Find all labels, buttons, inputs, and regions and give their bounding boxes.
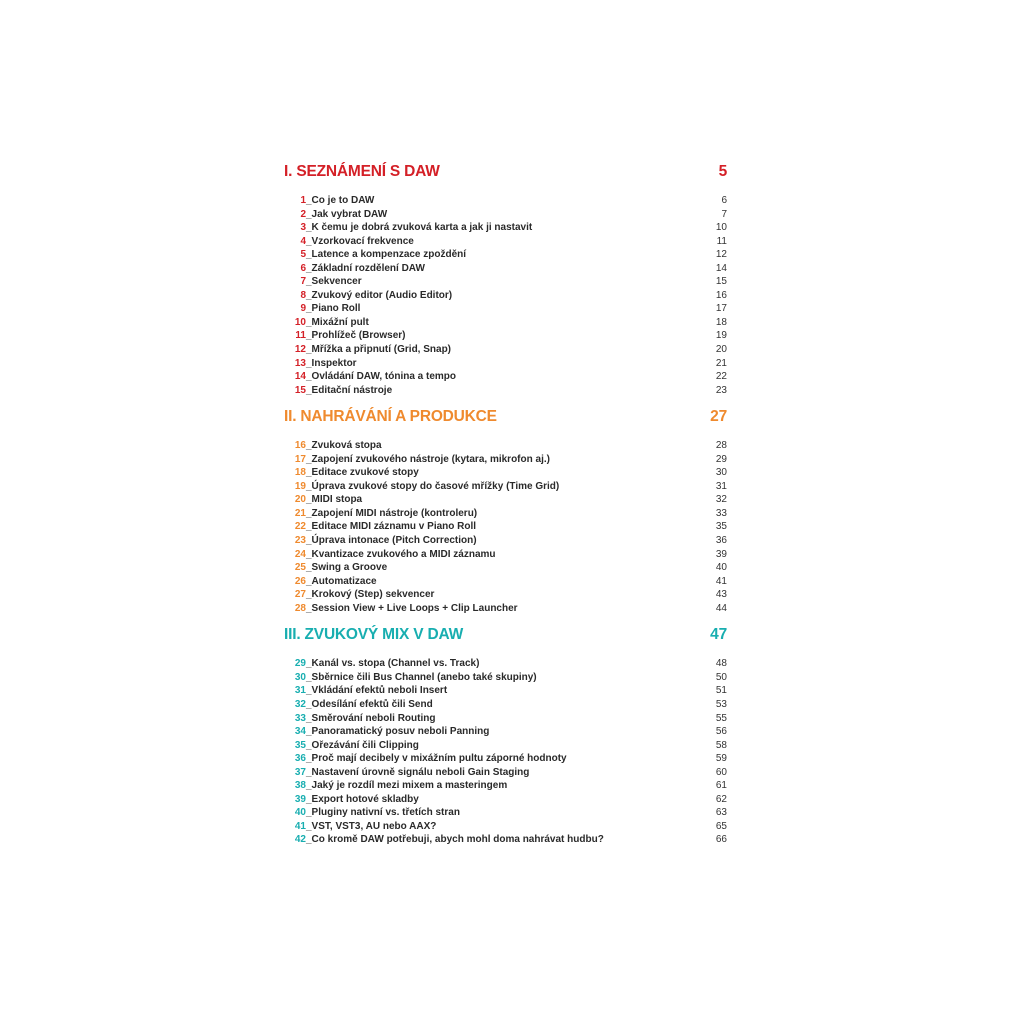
toc-entry (284, 208, 727, 222)
toc-entry-title: _Editace zvukové stopy (306, 467, 419, 479)
toc-entry-title: _Mixážní pult (306, 316, 369, 328)
toc-entry-page: 10 (715, 222, 727, 234)
toc-entry-title: _Úprava intonace (Pitch Correction) (306, 535, 477, 547)
toc-entry-number: 18 (294, 467, 306, 479)
toc-entry-page: 66 (715, 834, 727, 846)
toc-entry (284, 588, 727, 602)
toc-entry-page: 48 (715, 658, 727, 670)
toc-entry-label (284, 194, 374, 208)
toc-entry (284, 766, 727, 780)
toc-entry-label (284, 520, 476, 534)
toc-entry-label (284, 466, 419, 480)
section-entries (284, 657, 727, 847)
toc-entry-label (284, 275, 362, 289)
toc-entry-title: _Krokový (Step) sekvencer (306, 589, 435, 601)
toc-entry (284, 507, 727, 521)
toc-entry-label (284, 671, 537, 685)
toc-entry-title: _Základní rozdělení DAW (306, 262, 425, 274)
toc-entry (284, 534, 727, 548)
toc-entry-number: 31 (294, 685, 306, 697)
toc-section (284, 623, 727, 847)
toc-entry-label (284, 739, 419, 753)
toc-entry-number: 27 (294, 589, 306, 601)
toc-entry-page: 29 (715, 453, 727, 465)
toc-entry (284, 657, 727, 671)
toc-entry-page: 11 (716, 235, 727, 247)
toc-entry-number: 2 (300, 208, 306, 220)
toc-entry (284, 357, 727, 371)
toc-entry-number: 20 (294, 494, 306, 506)
toc-entry-title: _Odesílání efektů čili Send (306, 698, 433, 710)
toc-entry-number: 9 (300, 303, 306, 315)
toc-entry-page: 43 (715, 589, 727, 601)
toc-entry-title: _Nastavení úrovně signálu neboli Gain Staging (306, 766, 530, 778)
toc-entry-label (284, 602, 518, 616)
toc-entry-number: 39 (294, 793, 306, 805)
toc-entry-label (284, 833, 604, 847)
toc-entry-page: 16 (715, 289, 727, 301)
toc-entry-page: 20 (715, 344, 727, 356)
section-page-number: 5 (718, 163, 727, 180)
toc-entry (284, 548, 727, 562)
toc-entry-title: _Editační nástroje (306, 384, 393, 396)
section-heading (284, 160, 727, 184)
toc-entry-title: _Úprava zvukové stopy do časové mřížky (Time Grid) (306, 480, 560, 492)
toc-entry-number: 17 (294, 453, 306, 465)
toc-entry (284, 793, 727, 807)
toc-entry-label (284, 588, 434, 602)
toc-entry-page: 63 (715, 807, 727, 819)
toc-entry-page: 14 (715, 262, 727, 274)
toc-section (284, 160, 727, 397)
toc-entry-title: _Panoramatický posuv neboli Panning (306, 726, 490, 738)
toc-entry-number: 22 (294, 521, 306, 533)
toc-entry-title: _Swing a Groove (306, 562, 388, 574)
section-title: II. NAHRÁVÁNÍ A PRODUKCE (284, 408, 497, 426)
toc-entry-page: 23 (715, 384, 727, 396)
section-heading (284, 405, 727, 429)
toc-entry (284, 384, 727, 398)
toc-entry-title: _Zapojení MIDI nástroje (kontroleru) (306, 507, 478, 519)
section-page-number: 27 (710, 408, 727, 426)
toc-entry-page: 22 (715, 371, 727, 383)
toc-entry-page: 51 (715, 685, 727, 697)
toc-entry-title: _Co je to DAW (306, 195, 375, 206)
toc-entry-number: 16 (294, 440, 306, 452)
toc-entry (284, 561, 727, 575)
toc-entry-label (284, 779, 507, 793)
toc-entry-number: 14 (294, 371, 306, 383)
toc-entry (284, 602, 727, 616)
toc-entry-title: _Vzorkovací frekvence (306, 235, 414, 247)
section-title: III. ZVUKOVÝ MIX V DAW (284, 626, 464, 644)
toc-entry-number: 6 (300, 262, 306, 274)
toc-entry (284, 493, 727, 507)
toc-entry-page: 60 (715, 766, 727, 778)
toc-entry-title: _Jak vybrat DAW (306, 208, 388, 220)
toc-entry (284, 480, 727, 494)
toc-entry-number: 12 (294, 344, 306, 356)
toc-entry-page: 6 (721, 195, 727, 206)
toc-entry-title: _Ovládání DAW, tónina a tempo (306, 371, 457, 383)
toc-entry (284, 453, 727, 467)
toc-entry-number: 13 (294, 357, 306, 369)
toc-entry-label (284, 289, 452, 303)
toc-entry-label (284, 493, 362, 507)
toc-entry-number: 29 (294, 658, 306, 670)
section-entries (284, 439, 727, 615)
toc-entry (284, 739, 727, 753)
toc-entry-page: 7 (721, 208, 727, 220)
toc-entry-page: 41 (715, 575, 727, 587)
toc-entry-page: 44 (715, 602, 727, 614)
toc-entry-number: 8 (300, 289, 306, 301)
toc-entry (284, 302, 727, 316)
toc-entry-title: _Zvuková stopa (306, 440, 382, 452)
toc-entry-label (284, 712, 435, 726)
toc-entry-label (284, 575, 377, 589)
toc-entry-page: 61 (715, 780, 727, 792)
toc-entry-title: _Latence a kompenzace zpoždění (306, 249, 467, 261)
toc-entry-title: _Co kromě DAW potřebuji, abych mohl doma nahrávat hudbu? (306, 834, 604, 846)
toc-entry-label (284, 316, 369, 330)
toc-entry-number: 36 (294, 753, 306, 765)
toc-entry-label (284, 302, 360, 316)
toc-entry-page: 40 (715, 562, 727, 574)
toc-entry (284, 262, 727, 276)
toc-entry-page: 15 (715, 276, 727, 288)
toc-entry-page: 56 (715, 726, 727, 738)
toc-entry-number: 34 (294, 726, 306, 738)
toc-entry-page: 55 (715, 712, 727, 724)
toc-entry-label (284, 384, 392, 398)
toc-entry-number: 40 (294, 807, 306, 819)
toc-entry (284, 275, 727, 289)
toc-entry-number: 33 (294, 712, 306, 724)
section-entries (284, 194, 727, 397)
toc-entry-page: 62 (715, 793, 727, 805)
toc-entry-page: 59 (715, 753, 727, 765)
toc-entry (284, 316, 727, 330)
toc-entry-label (284, 248, 466, 262)
toc-entry (284, 752, 727, 766)
toc-entry-title: _MIDI stopa (306, 494, 363, 506)
toc-entry (284, 248, 727, 262)
toc-entry-label (284, 752, 567, 766)
section-title: I. SEZNÁMENÍ S DAW (284, 163, 440, 180)
toc-entry-title: _Pluginy nativní vs. třetích stran (306, 807, 460, 819)
toc-entry (284, 833, 727, 847)
toc-entry-label (284, 698, 433, 712)
toc-entry-number: 26 (294, 575, 306, 587)
toc-entry-label (284, 343, 451, 357)
toc-entry-page: 65 (715, 820, 727, 832)
toc-entry-label (284, 806, 460, 820)
toc-entry (284, 520, 727, 534)
toc-entry (284, 289, 727, 303)
toc-entry (284, 725, 727, 739)
toc-entry-label (284, 766, 529, 780)
toc-entry (284, 684, 727, 698)
toc-entry-title: _Zvukový editor (Audio Editor) (306, 289, 453, 301)
toc-entry-number: 19 (294, 480, 306, 492)
toc-entry-page: 19 (715, 330, 727, 342)
toc-entry-number: 37 (294, 766, 306, 778)
toc-entry-label (284, 453, 550, 467)
toc-entry-page: 30 (715, 467, 727, 479)
toc-entry (284, 820, 727, 834)
toc-entry-title: _Piano Roll (306, 303, 361, 315)
toc-entry-title: _Prohlížeč (Browser) (306, 330, 406, 342)
toc-entry-title: _Session View + Live Loops + Clip Launcher (306, 602, 518, 614)
toc-entry-number: 32 (294, 698, 306, 710)
table-of-contents (284, 160, 727, 855)
toc-entry-number: 5 (300, 249, 306, 261)
toc-entry-label (284, 507, 477, 521)
toc-entry-title: _Inspektor (306, 357, 357, 369)
toc-entry-label (284, 820, 436, 834)
toc-entry-number: 38 (294, 780, 306, 792)
toc-entry-number: 3 (300, 222, 306, 234)
toc-entry (284, 575, 727, 589)
toc-entry-label (284, 793, 419, 807)
toc-entry-label (284, 357, 357, 371)
toc-entry-page: 35 (715, 521, 727, 533)
toc-entry-label (284, 684, 447, 698)
toc-entry (284, 466, 727, 480)
toc-entry-number: 24 (294, 548, 306, 560)
toc-entry (284, 343, 727, 357)
toc-entry-label (284, 370, 456, 384)
toc-entry-label (284, 235, 414, 249)
toc-entry-page: 39 (715, 548, 727, 560)
toc-entry-title: _Vkládání efektů neboli Insert (306, 685, 448, 697)
toc-entry-label (284, 262, 425, 276)
toc-entry-number: 28 (294, 602, 306, 614)
toc-entry-page: 18 (715, 316, 727, 328)
toc-entry-number: 25 (294, 562, 306, 574)
toc-entry-number: 11 (295, 330, 306, 342)
toc-entry-page: 31 (715, 480, 727, 492)
toc-entry-number: 10 (294, 316, 306, 328)
toc-entry (284, 370, 727, 384)
toc-entry-number: 30 (294, 671, 306, 683)
toc-entry (284, 779, 727, 793)
toc-entry (284, 329, 727, 343)
section-heading (284, 623, 727, 647)
toc-entry-title: _Export hotové skladby (306, 793, 419, 805)
toc-entry-label (284, 534, 477, 548)
toc-entry-title: _Zapojení zvukového nástroje (kytara, mikrofon aj.) (306, 453, 550, 465)
toc-entry-title: _Ořezávání čili Clipping (306, 739, 419, 751)
toc-entry-page: 28 (715, 440, 727, 452)
toc-entry-page: 32 (715, 494, 727, 506)
toc-entry-number: 1 (300, 195, 306, 206)
toc-entry (284, 221, 727, 235)
toc-entry (284, 671, 727, 685)
toc-entry-title: _Automatizace (306, 575, 377, 587)
toc-entry-title: _Mřížka a připnutí (Grid, Snap) (306, 344, 452, 356)
toc-entry-page: 58 (715, 739, 727, 751)
toc-entry-title: _Jaký je rozdíl mezi mixem a masteringem (306, 780, 508, 792)
toc-entry-title: _Kvantizace zvukového a MIDI záznamu (306, 548, 496, 560)
toc-entry-page: 17 (715, 303, 727, 315)
toc-entry (284, 698, 727, 712)
toc-entry-page: 53 (715, 698, 727, 710)
toc-entry-number: 7 (300, 276, 306, 288)
toc-entry-label (284, 725, 489, 739)
toc-entry (284, 806, 727, 820)
toc-entry-title: _Směrování neboli Routing (306, 712, 436, 724)
toc-entry-label (284, 548, 496, 562)
toc-entry (284, 439, 727, 453)
toc-entry-title: _Sekvencer (306, 276, 362, 288)
toc-section (284, 405, 727, 615)
toc-entry-page: 33 (715, 507, 727, 519)
toc-entry-label (284, 329, 405, 343)
toc-entry-label (284, 208, 387, 222)
toc-entry-title: _Sběrnice čili Bus Channel (anebo také skupiny) (306, 671, 537, 683)
toc-entry (284, 235, 727, 249)
toc-entry-label (284, 561, 387, 575)
toc-entry-label (284, 480, 559, 494)
toc-entry-number: 35 (294, 739, 306, 751)
toc-entry (284, 712, 727, 726)
toc-entry-title: _VST, VST3, AU nebo AAX? (306, 820, 437, 832)
toc-entry (284, 194, 727, 208)
toc-entry-label (284, 221, 532, 235)
toc-entry-label (284, 657, 479, 671)
toc-entry-title: _K čemu je dobrá zvuková karta a jak ji nastavit (306, 222, 533, 234)
toc-entry-page: 50 (715, 671, 727, 683)
toc-entry-title: _Proč mají decibely v mixážním pultu záporné hodnoty (306, 753, 567, 765)
toc-entry-page: 36 (715, 535, 727, 547)
toc-entry-page: 12 (715, 249, 727, 261)
toc-entry-title: _Kanál vs. stopa (Channel vs. Track) (306, 658, 480, 670)
toc-entry-label (284, 439, 382, 453)
toc-entry-title: _Editace MIDI záznamu v Piano Roll (306, 521, 477, 533)
toc-entry-number: 41 (294, 820, 306, 832)
toc-entry-number: 23 (294, 535, 306, 547)
toc-entry-number: 42 (294, 834, 306, 846)
section-page-number: 47 (710, 626, 727, 644)
toc-entry-number: 15 (294, 384, 306, 396)
toc-entry-number: 21 (294, 507, 306, 519)
toc-entry-number: 4 (300, 235, 306, 247)
toc-entry-page: 21 (715, 357, 727, 369)
